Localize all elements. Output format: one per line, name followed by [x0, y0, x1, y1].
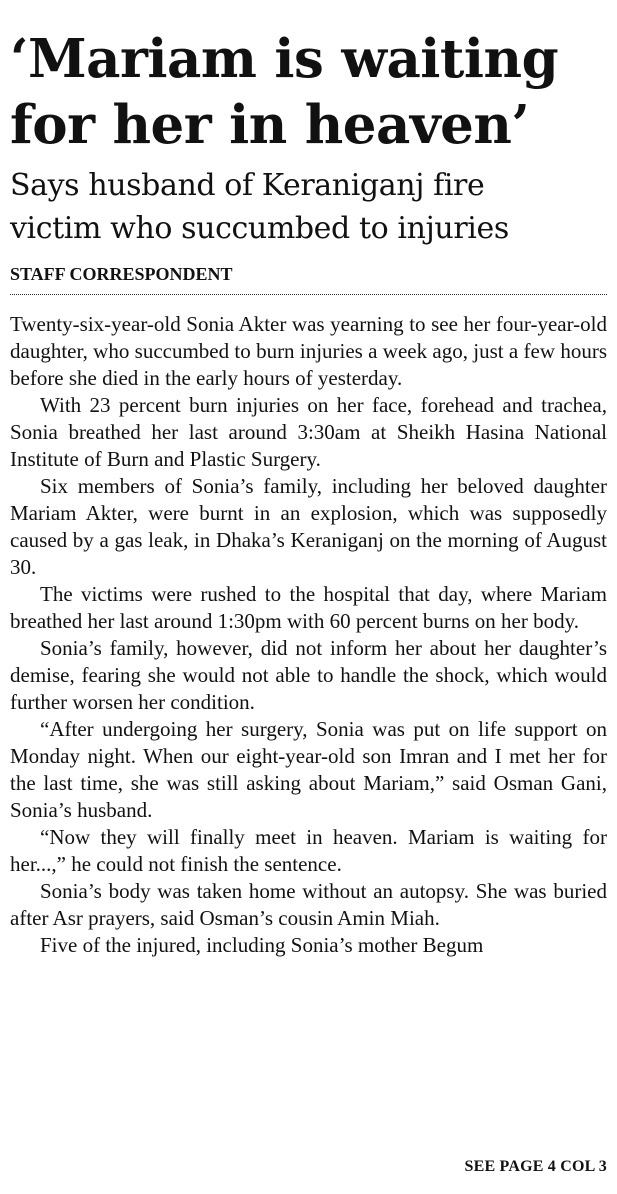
subheadline-line-2: victim who succumbed to injuries: [10, 211, 509, 246]
byline: STAFF CORRESPONDENT: [10, 264, 233, 284]
headline-line-1: ‘Mariam is waiting: [10, 28, 559, 90]
headline: [10, 0, 607, 158]
article: [10, 0, 607, 1194]
paragraph-1: Twenty-six-year-old Sonia Akter was yearning to see her four-year-old daughter, who succumbed to burn injuries a week ago, just a few hours before she died in the early hours of yesterday.: [10, 312, 607, 390]
paragraph-5: Sonia’s family, however, did not inform her about her daughter’s demise, fearing she would not able to handle the shock, which would further worsen her condition.: [10, 636, 607, 714]
article-body: [10, 311, 607, 959]
paragraph-6: “After undergoing her surgery, Sonia was put on life support on Monday night. When our eight-year-old son Imran and I met her for the last time, she was still asking about Mariam,” said Osman Gani, Sonia’s husband.: [10, 717, 607, 822]
subheadline: [10, 164, 607, 250]
paragraph-2: With 23 percent burn injuries on her face, forehead and trachea, Sonia breathed her last around 3:30am at Sheikh Hasina National Institute of Burn and Plastic Surgery.: [10, 393, 607, 471]
paragraph-8: Sonia’s body was taken home without an autopsy. She was buried after Asr prayers, said Osman’s cousin Amin Miah.: [10, 879, 607, 930]
paragraph-4: The victims were rushed to the hospital that day, where Mariam breathed her last around 1:30pm with 60 percent burns on her body.: [10, 582, 607, 633]
headline-line-2: for her in heaven’: [10, 94, 530, 156]
continued-on-page-note[interactable]: SEE PAGE 4 COL 3: [464, 1158, 607, 1175]
paragraph-7: “Now they will finally meet in heaven. Mariam is waiting for her...,” he could not finish the sentence.: [10, 825, 607, 876]
subheadline-line-1: Says husband of Keraniganj fire: [10, 168, 485, 203]
paragraph-9: Five of the injured, including Sonia’s mother Begum: [40, 933, 484, 957]
dotted-divider: [10, 294, 607, 295]
paragraph-3: Six members of Sonia’s family, including her beloved daughter Mariam Akter, were burnt in an explosion, which was supposedly caused by a gas leak, in Dhaka’s Keraniganj on the morning of August 30.: [10, 474, 607, 579]
